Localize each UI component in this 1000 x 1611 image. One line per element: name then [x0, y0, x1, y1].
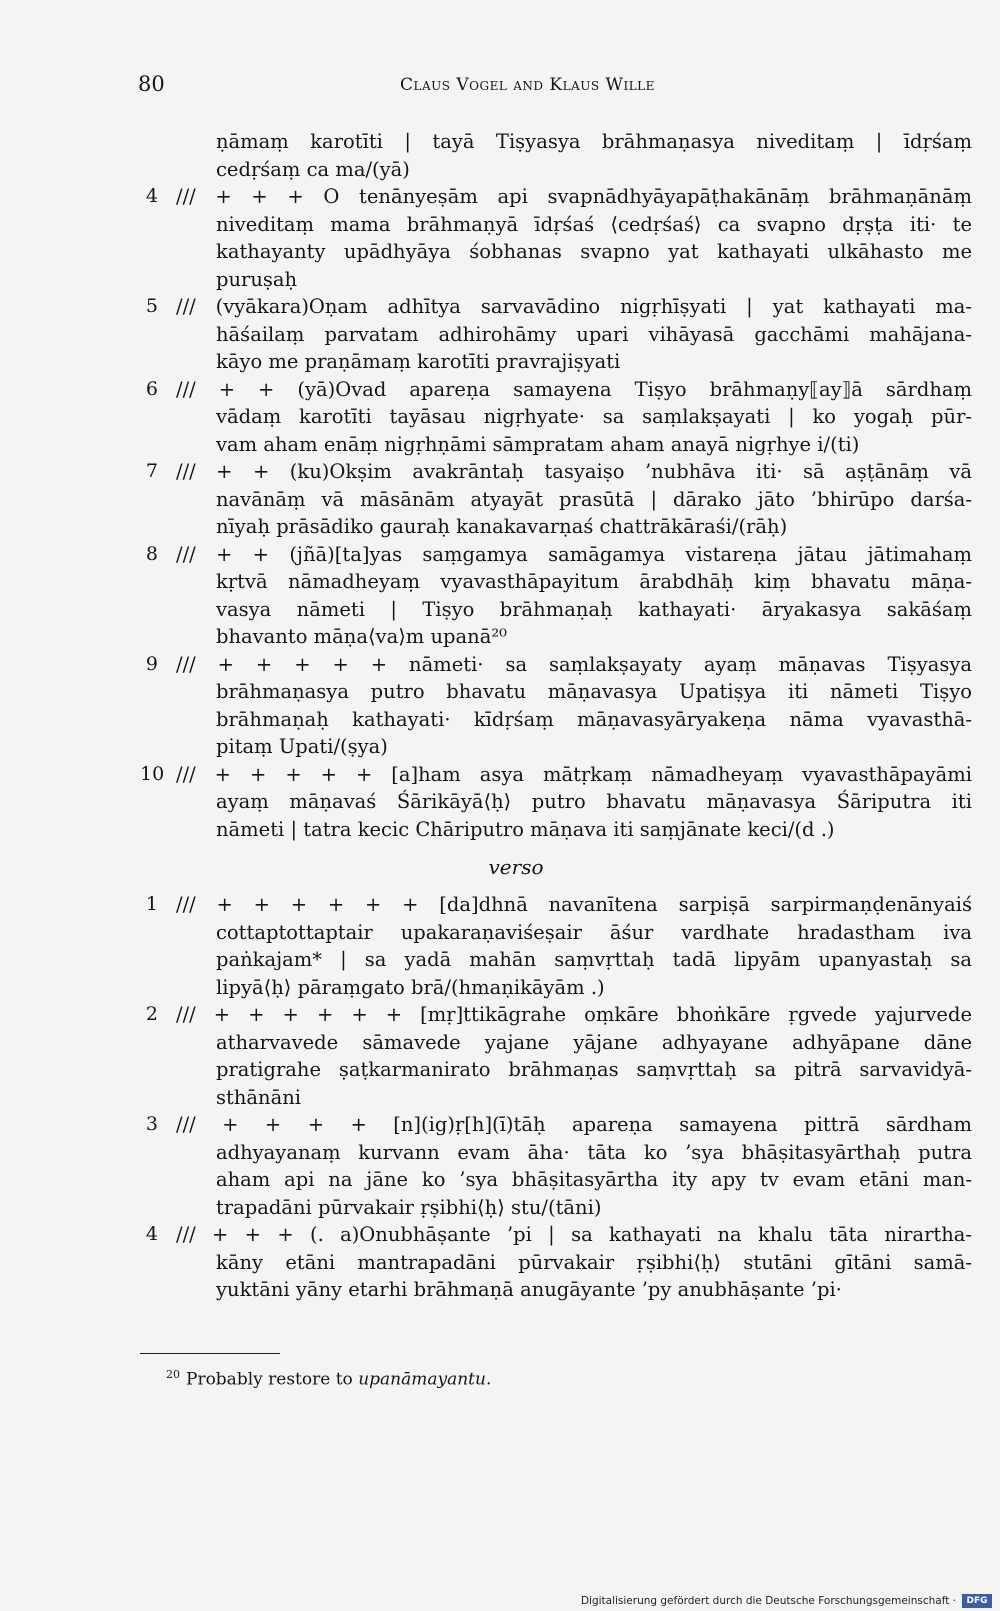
digitization-credit: Digitalisierung gefördert durch die Deutsche Forschungsgemeinschaft ·	[580, 1595, 956, 1607]
line-number: 9	[145, 652, 158, 675]
text-line: /// + + (jñā)[ta]yas saṃgamya samāgamya vistareṇa jātau jātimahaṃ	[176, 542, 972, 566]
footnote-text: Probably restore to	[186, 1369, 359, 1390]
line-number: 4	[145, 1223, 158, 1245]
line-number: 3	[145, 1113, 158, 1135]
line-number: 6	[145, 377, 158, 400]
text-line: sthānāni	[216, 1085, 302, 1109]
text-line: cedṛśaṃ ca ma/(yā)	[216, 157, 410, 181]
text-line: /// (vyākara)Oṇam adhītya sarvavādino nigṛhīṣyati | yat kathayati ma-	[176, 295, 972, 318]
verse-block	[145, 1111, 972, 1221]
text-line: bhavanto māṇa⟨va⟩m upanā²⁰	[216, 625, 507, 648]
text-line: /// + + + + + nāmeti· sa saṃlakṣayaty ayaṃ māṇavas Tiṣyasya	[176, 652, 972, 676]
line-number: 1	[145, 893, 158, 915]
text-line: aham api na jāne ko ’sya bhāṣitasyārtha ity apy tv evam etāni man-	[216, 1168, 972, 1191]
verso-heading: verso	[488, 855, 544, 879]
text-line: nāmeti | tatra kecic Chāriputro māṇava iti saṃjānate keci/(d .)	[216, 817, 835, 841]
text-line: kāny etāni mantrapadāni pūrvakair ṛṣibhi⟨ḥ⟩ stutāni gītāni samā-	[216, 1250, 972, 1274]
line-number: 7	[145, 460, 158, 482]
text-line: brāhmaṇasya putro bhavatu māṇavasya Upatiṣya iti nāmeti Tiṣyo	[216, 680, 972, 703]
page-number: 80	[138, 72, 165, 96]
line-number: 4	[145, 185, 158, 207]
text-line: /// + + (ku)Okṣim avakrāntaḥ tasyaiṣo ’nubhāva iti· sā aṣṭānāṃ vā	[176, 460, 972, 483]
verse-block	[145, 293, 972, 376]
text-line: hāśailaṃ parvatam adhirohāmy upari vihāyasā gacchāmi mahājana-	[216, 322, 972, 346]
verse-block	[150, 128, 972, 183]
footnote-rule	[140, 1353, 280, 1354]
text-line: pratigrahe ṣaṭkarmanirato brāhmaṇas saṃvṛttaḥ sa pitrā sarvavidyā-	[216, 1058, 972, 1081]
line-number: 5	[145, 295, 158, 317]
line-number: 10	[140, 762, 165, 785]
text-line: navānāṃ vā māsānām atyayāt prasūtā | dārako jāto ’bhirūpo darśa-	[216, 487, 972, 511]
verse-block	[140, 761, 972, 844]
text-line: ṇāmaṃ karotīti | tayā Tiṣyasya brāhmaṇasya niveditaṃ | īdṛśaṃ	[216, 130, 972, 153]
verse-block	[145, 541, 972, 651]
running-head: Claus Vogel and Klaus Wille	[400, 75, 655, 95]
text-line: /// + + + + + + [mṛ]ttikāgrahe oṃkāre bhoṅkāre ṛgvede yajurvede	[176, 1003, 972, 1026]
text-line: /// + + + + + [a]ham asya mātṛkaṃ nāmadheyaṃ vyavasthāpayāmi	[176, 762, 972, 786]
line-number: 8	[145, 542, 158, 565]
text-line: /// + + + + + + [da]dhnā navanītena sarpiṣā sarpirmaṇḍenānyaiś	[176, 893, 972, 916]
edition-text	[140, 128, 972, 1304]
text-line: kṛtvā nāmadheyaṃ vyavasthāpayitum ārabdhāḥ kiṃ bhavatu māṇa-	[216, 570, 972, 593]
dfg-logo: DFG	[962, 1594, 992, 1608]
verse-block	[145, 651, 972, 761]
text-line: /// + + + (. a)Onubhāṣante ’pi | sa kathayati na khalu tāta nirartha-	[176, 1223, 972, 1246]
text-line: vasya nāmeti | Tiṣyo brāhmaṇaḥ kathayati· āryakasya sakāśaṃ	[216, 597, 972, 621]
verse-block	[145, 183, 972, 293]
text-line: nīyaḥ prāsādiko gauraḥ kanakavarṇaś chattrākāraśi/(rāḥ)	[216, 515, 788, 538]
text-line: vam aham enāṃ nigṛhṇāmi sāmpratam aham anayā nigṛhye i/(ti)	[216, 432, 860, 456]
verse-block	[145, 458, 972, 541]
text-line: trapadāni pūrvakair ṛṣibhi⟨ḥ⟩ stu/(tāni)	[216, 1195, 602, 1219]
footnote-emphasis: upanāmayantu.	[358, 1369, 492, 1390]
text-line: adhyayanaṃ kurvann evam āha· tāta ko ’sya bhāṣitasyārthaḥ putra	[216, 1140, 972, 1164]
text-line: yuktāni yāny etarhi brāhmaṇā anugāyante ’py anubhāṣante ’pi·	[216, 1278, 842, 1301]
text-line: /// + + + O tenānyeṣām api svapnādhyāyapāṭhakānāṃ brāhmaṇānāṃ	[176, 185, 972, 208]
footnote	[166, 1368, 491, 1390]
text-line: kathayanty upādhyāya śobhanas svapno yat kathayati ulkāhasto me	[216, 240, 972, 263]
text-line: paṅkajam* | sa yadā mahān saṃvṛttaḥ tadā lipyām upanyastaḥ sa	[216, 948, 972, 971]
footnote-mark: 20	[166, 1368, 180, 1381]
text-line: niveditaṃ mama brāhmaṇyā īdṛśaś ⟨cedṛśaś⟩ ca svapno dṛṣṭa iti· te	[216, 212, 972, 236]
text-line: puruṣaḥ	[216, 267, 298, 291]
verse-block	[145, 891, 972, 1001]
verse-block	[145, 1001, 972, 1111]
text-line: lipyā⟨ḥ⟩ pāraṃgato brā/(hmaṇikāyām .)	[216, 975, 605, 999]
text-line: pitaṃ Upati/(ṣya)	[216, 735, 388, 758]
text-line: /// + + (yā)Ovad apareṇa samayena Tiṣyo brāhmaṇy⟦ay⟧ā sārdhaṃ	[176, 377, 972, 401]
text-line: kāyo me praṇāmaṃ karotīti pravrajiṣyati	[216, 350, 621, 373]
recto-section	[140, 128, 972, 843]
verso-section	[145, 891, 972, 1304]
text-line: /// + + + + [n](ig)ṛ[h](ī)tāḥ apareṇa samayena pittrā sārdham	[176, 1113, 972, 1136]
text-line: ayaṃ māṇavaś Śārikāyā⟨ḥ⟩ putro bhavatu māṇavasya Śāriputra iti	[216, 790, 972, 813]
text-line: brāhmaṇaḥ kathayati· kīdṛśaṃ māṇavasyāryakeṇa nāma vyavasthā-	[216, 707, 972, 731]
verse-block	[145, 376, 972, 459]
text-line: atharvavede sāmavede yajane yājane adhyayane adhyāpane dāne	[216, 1030, 972, 1054]
text-line: cottaptottaptair upakaraṇaviśeṣair āśur vardhate hradastham iva	[216, 920, 972, 944]
page-header	[0, 72, 1000, 102]
line-number: 2	[145, 1003, 158, 1025]
text-line: vādaṃ karotīti tayāsau nigṛhyate· sa saṃlakṣayati | ko yogaḥ pūr-	[216, 405, 972, 428]
verse-block	[145, 1221, 972, 1304]
